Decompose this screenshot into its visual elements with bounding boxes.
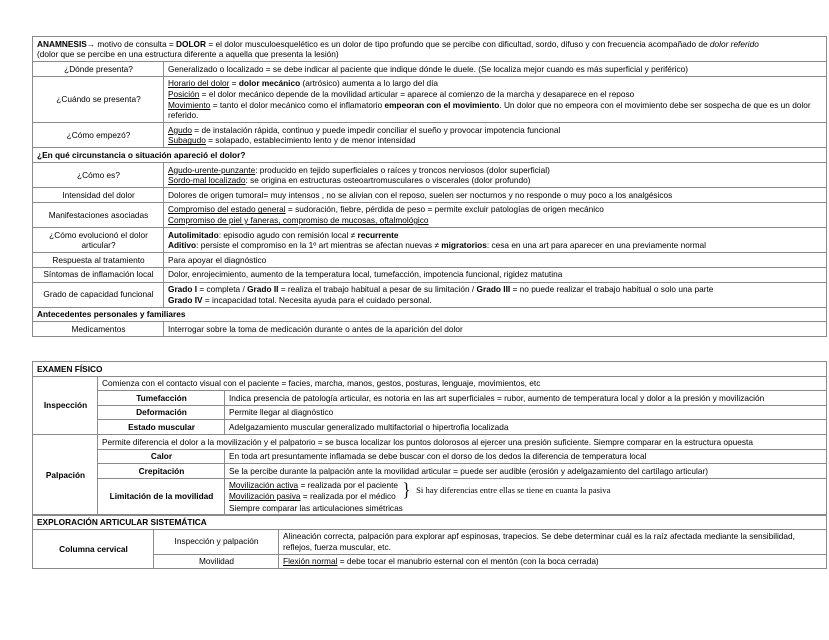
inspeccion-intro: Comienza con el contacto visual con el paciente = facies, marcha, manos, gestos, posturas, lenguaje, movimientos, etc: [98, 376, 827, 391]
table-row: [33, 253, 827, 268]
horario-bold: dolor mecánico: [238, 78, 301, 89]
palpacion-intro: Permite diferencia el dolor a la movilización y el palpatorio = se busca localizar los puntos dolorosos al ejercer una presión suficiente. Siempre comparar en la estructura opuesta: [98, 435, 827, 450]
row-label-cuando-se-presenta: ¿Cuándo se presenta?: [33, 76, 164, 122]
row-value-como-empezo: [164, 123, 827, 148]
row-value-estado-muscular: Adelgazamiento muscular generalizado multifactorial o hipertrofia localizada: [225, 420, 827, 435]
table-row: [33, 267, 827, 282]
sordo-mal-label: Sordo-mal localizado: [168, 175, 246, 186]
row-value-deformacion: Permite llegar al diagnóstico: [225, 405, 827, 420]
table-row: [33, 148, 827, 163]
row-label-como-evoluciono: ¿Cómo evolucionó el dolor articular?: [33, 228, 164, 253]
movilizacion-activa-label: Movilización activa: [229, 480, 299, 491]
examen-fisico-header: EXAMEN FÍSICO: [33, 362, 827, 377]
table-row: [33, 307, 827, 322]
table-row: [33, 322, 827, 337]
row-label-grado-capacidad: Grado de capacidad funcional: [33, 282, 164, 307]
sordo-mal-rest: : se origina en estructuras osteoartromusculares o viscerales (dolor profundo): [245, 175, 531, 186]
row-label-intensidad: Intensidad del dolor: [33, 188, 164, 203]
table-row: [33, 464, 827, 479]
agudo-label: Agudo: [168, 124, 192, 135]
aditivo-rest-a: : persiste el compromiso en la 1º art mientras se afectan nuevas ≠: [196, 240, 442, 251]
movimiento-bold: empeoran con el movimiento: [384, 99, 500, 110]
migratorios-bold: migratorios: [441, 240, 487, 251]
recurrente-bold: recurrente: [357, 229, 399, 240]
row-label-crepitacion: Crepitación: [98, 464, 225, 479]
anamnesis-header-dolor: DOLOR: [176, 38, 207, 49]
movilizacion-pasiva-rest: = realizada por el médico: [300, 490, 396, 501]
subagudo-rest: = solapado, establecimiento lento y de menor intensidad: [205, 135, 416, 146]
anamnesis-header-seg-b: motivo de consulta =: [95, 38, 177, 49]
row-value-como-evoluciono: [164, 228, 827, 253]
grado-i-label: Grado I: [168, 284, 198, 295]
table-row: [33, 37, 827, 62]
row-label-sintomas-inflamacion: Síntomas de inflamación local: [33, 267, 164, 282]
table-row: [33, 188, 827, 203]
grado-ii-label: Grado II: [247, 284, 279, 295]
horario-rest-b: (artrósico) aumenta a lo largo del día: [300, 78, 439, 89]
row-value-sintomas-inflamacion: Dolor, enrojecimiento, aumento de la temperatura local, tumefacción, impotencia funcional, rigidez matutina: [164, 267, 827, 282]
anamnesis-header-line2: (dolor que se percibe en una estructura diferente a aquella que presenta la lesión): [37, 49, 339, 60]
aditivo-label: Aditivo: [168, 240, 197, 251]
grado-i-rest: = completa /: [197, 284, 248, 295]
aditivo-rest-b: : cesa en una art para aparecer en una previamente normal: [486, 240, 706, 251]
table-row: [33, 420, 827, 435]
movimiento-rest-b: . Un dolor que no empeora con el movimiento debe ser sospecha de que es un dolor referido.: [168, 99, 811, 121]
row-value-grado-capacidad: [164, 282, 827, 307]
subagudo-label: Subagudo: [168, 135, 206, 146]
row-value-limitacion-movilidad: [225, 478, 827, 515]
row-label-estado-muscular: Estado muscular: [98, 420, 225, 435]
exploracion-articular-table: [32, 514, 827, 569]
flexion-normal-label: Flexión normal: [283, 556, 338, 567]
row-label-calor: Calor: [98, 449, 225, 464]
grado-iii-rest: = no puede realizar el trabajo habitual o solo una parte: [510, 284, 714, 295]
row-value-donde-presenta: Generalizado o localizado = se debe indicar al paciente que indique dónde le duele. (Se localiza mejor cuando es más superficial y periférico): [164, 62, 827, 77]
row-value-calor: En toda art presuntamente inflamada se debe buscar con el dorso de los dedos la diferencia de temperatura local: [225, 449, 827, 464]
table-row: [33, 529, 827, 554]
row-label-inspeccion-palpacion: Inspección y palpación: [154, 529, 279, 554]
examen-fisico-table: [32, 361, 827, 516]
autolimitado-label: Autolimitado: [168, 229, 219, 240]
table-row: [33, 362, 827, 377]
table-row: [33, 123, 827, 148]
section-header-circunstancia: ¿En qué circunstancia o situación apareció el dolor?: [33, 148, 827, 163]
flexion-normal-rest: = debe tocar el manubrio esternal con el mentón (con la boca cerrada): [337, 556, 599, 567]
row-label-medicamentos: Medicamentos: [33, 322, 164, 337]
row-label-tumefaccion: Tumefacción: [98, 391, 225, 406]
compromiso-piel-line: Compromiso de piel y faneras, compromiso de mucosas, oftalmológico: [168, 215, 429, 226]
movilizacion-pasiva-label: Movilización pasiva: [229, 490, 301, 501]
table-row: [33, 515, 827, 530]
table-row: [33, 163, 827, 188]
row-value-intensidad: Dolores de origen tumoral= muy intensos , no se alivian con el reposo, suelen ser nocturnos y no responde o muy poco a los analgésicos: [164, 188, 827, 203]
row-label-limitacion-movilidad: Limitación de la movilidad: [98, 478, 225, 515]
table-row: [33, 435, 827, 450]
row-value-medicamentos: Interrogar sobre la toma de medicación durante o antes de la aparición del dolor: [164, 322, 827, 337]
row-label-respuesta-tratamiento: Respuesta al tratamiento: [33, 253, 164, 268]
row-label-donde-presenta: ¿Dónde presenta?: [33, 62, 164, 77]
movilidad-note: Si hay diferencias entre ellas se tiene en cuanta la pasiva: [416, 485, 611, 496]
row-value-cuando-se-presenta: [164, 76, 827, 122]
posicion-rest: = el dolor mecánico depende de la movilidad articular = aparece al comienzo de la marcha y desaparece en el reposo: [199, 88, 635, 99]
movimiento-rest-a: = tanto el dolor mecánico como el inflamatorio: [210, 99, 385, 110]
table-row: [33, 376, 827, 391]
section-header-antecedentes: Antecedentes personales y familiares: [33, 307, 827, 322]
brace-icon: }: [402, 480, 411, 502]
anamnesis-header-dolor-referido: dolor referido: [709, 38, 759, 49]
anamnesis-table: [32, 36, 827, 337]
autolimitado-rest: : episodio agudo con remisión local ≠: [218, 229, 358, 240]
table-row: [33, 76, 827, 122]
table-row: [33, 202, 827, 227]
group-label-palpacion: Palpación: [33, 435, 98, 516]
table-row: [33, 228, 827, 253]
arrow-icon: →: [86, 38, 96, 49]
row-label-como-es: ¿Cómo es?: [33, 163, 164, 188]
row-value-crepitacion: Se la percibe durante la palpación ante la movilidad articular = puede ser audible (erosión y adelgazamiento del cartílago articular): [225, 464, 827, 479]
agudo-rest: = de instalación rápida, continuo y puede impedir conciliar el sueño y provocar impotencia funcional: [192, 124, 561, 135]
row-label-deformacion: Deformación: [98, 405, 225, 420]
grado-iv-rest: = incapacidad total. Necesita ayuda para el cuidado personal.: [202, 294, 432, 305]
agudo-urente-label: Agudo-urente-punzante: [168, 164, 256, 175]
group-label-inspeccion: Inspección: [33, 376, 98, 434]
row-value-manifestaciones: [164, 202, 827, 227]
horario-rest-a: =: [229, 78, 239, 89]
movimiento-label: Movimiento: [168, 99, 211, 110]
table-row: [33, 449, 827, 464]
anamnesis-header-cell: [33, 37, 827, 62]
table-row: [33, 405, 827, 420]
table-row: [33, 478, 827, 515]
grado-iii-label: Grado III: [476, 284, 511, 295]
row-value-tumefaccion: Indica presencia de patología articular, es notoria en las art superficiales = rubor, aumento de temperatura local y dolor a la presión y movilización: [225, 391, 827, 406]
table-row: [33, 391, 827, 406]
region-label-columna-cervical: Columna cervical: [33, 529, 154, 569]
row-value-inspeccion-palpacion: Alineación correcta, palpación para explorar apf espinosas, trapecios. Se debe determinar cuál es la raíz afectada mediante la sensibilidad, reflejos, fuerza muscular, etc.: [279, 529, 827, 554]
exploracion-header: EXPLORACIÓN ARTICULAR SISTEMÁTICA: [33, 515, 827, 530]
row-label-movilidad: Movilidad: [154, 554, 279, 569]
movilizacion-activa-rest: = realizada por el paciente: [298, 480, 399, 491]
horario-label: Horario del dolor: [168, 78, 230, 89]
compromiso-general-rest: = sudoración, fiebre, pérdida de peso = permite excluir patologías de origen mecánico: [285, 204, 604, 215]
grado-ii-rest: = realiza el trabajo habitual a pesar de su limitación /: [278, 284, 477, 295]
grado-iv-label: Grado IV: [168, 294, 203, 305]
table-row: [33, 282, 827, 307]
table-row: [33, 62, 827, 77]
row-value-como-es: [164, 163, 827, 188]
row-value-respuesta-tratamiento: Para apoyar el diagnóstico: [164, 253, 827, 268]
agudo-urente-rest: : producido en tejido superficiales o raíces y troncos nerviosos (dolor superficial): [255, 164, 550, 175]
row-value-movilidad: [279, 554, 827, 569]
row-label-manifestaciones: Manifestaciones asociadas: [33, 202, 164, 227]
anamnesis-title: ANAMNESIS: [37, 38, 87, 49]
compromiso-general-label: Compromiso del estado general: [168, 204, 286, 215]
anamnesis-header-seg-d: = el dolor musculoesquelético es un dolor de tipo profundo que se percibe con dificultad, sordo, difuso y con frecuencia acompañado de: [206, 38, 710, 49]
posicion-label: Posición: [168, 88, 200, 99]
row-label-como-empezo: ¿Cómo empezó?: [33, 123, 164, 148]
movilidad-line3: Siempre comparar las articulaciones simétricas: [229, 502, 403, 513]
